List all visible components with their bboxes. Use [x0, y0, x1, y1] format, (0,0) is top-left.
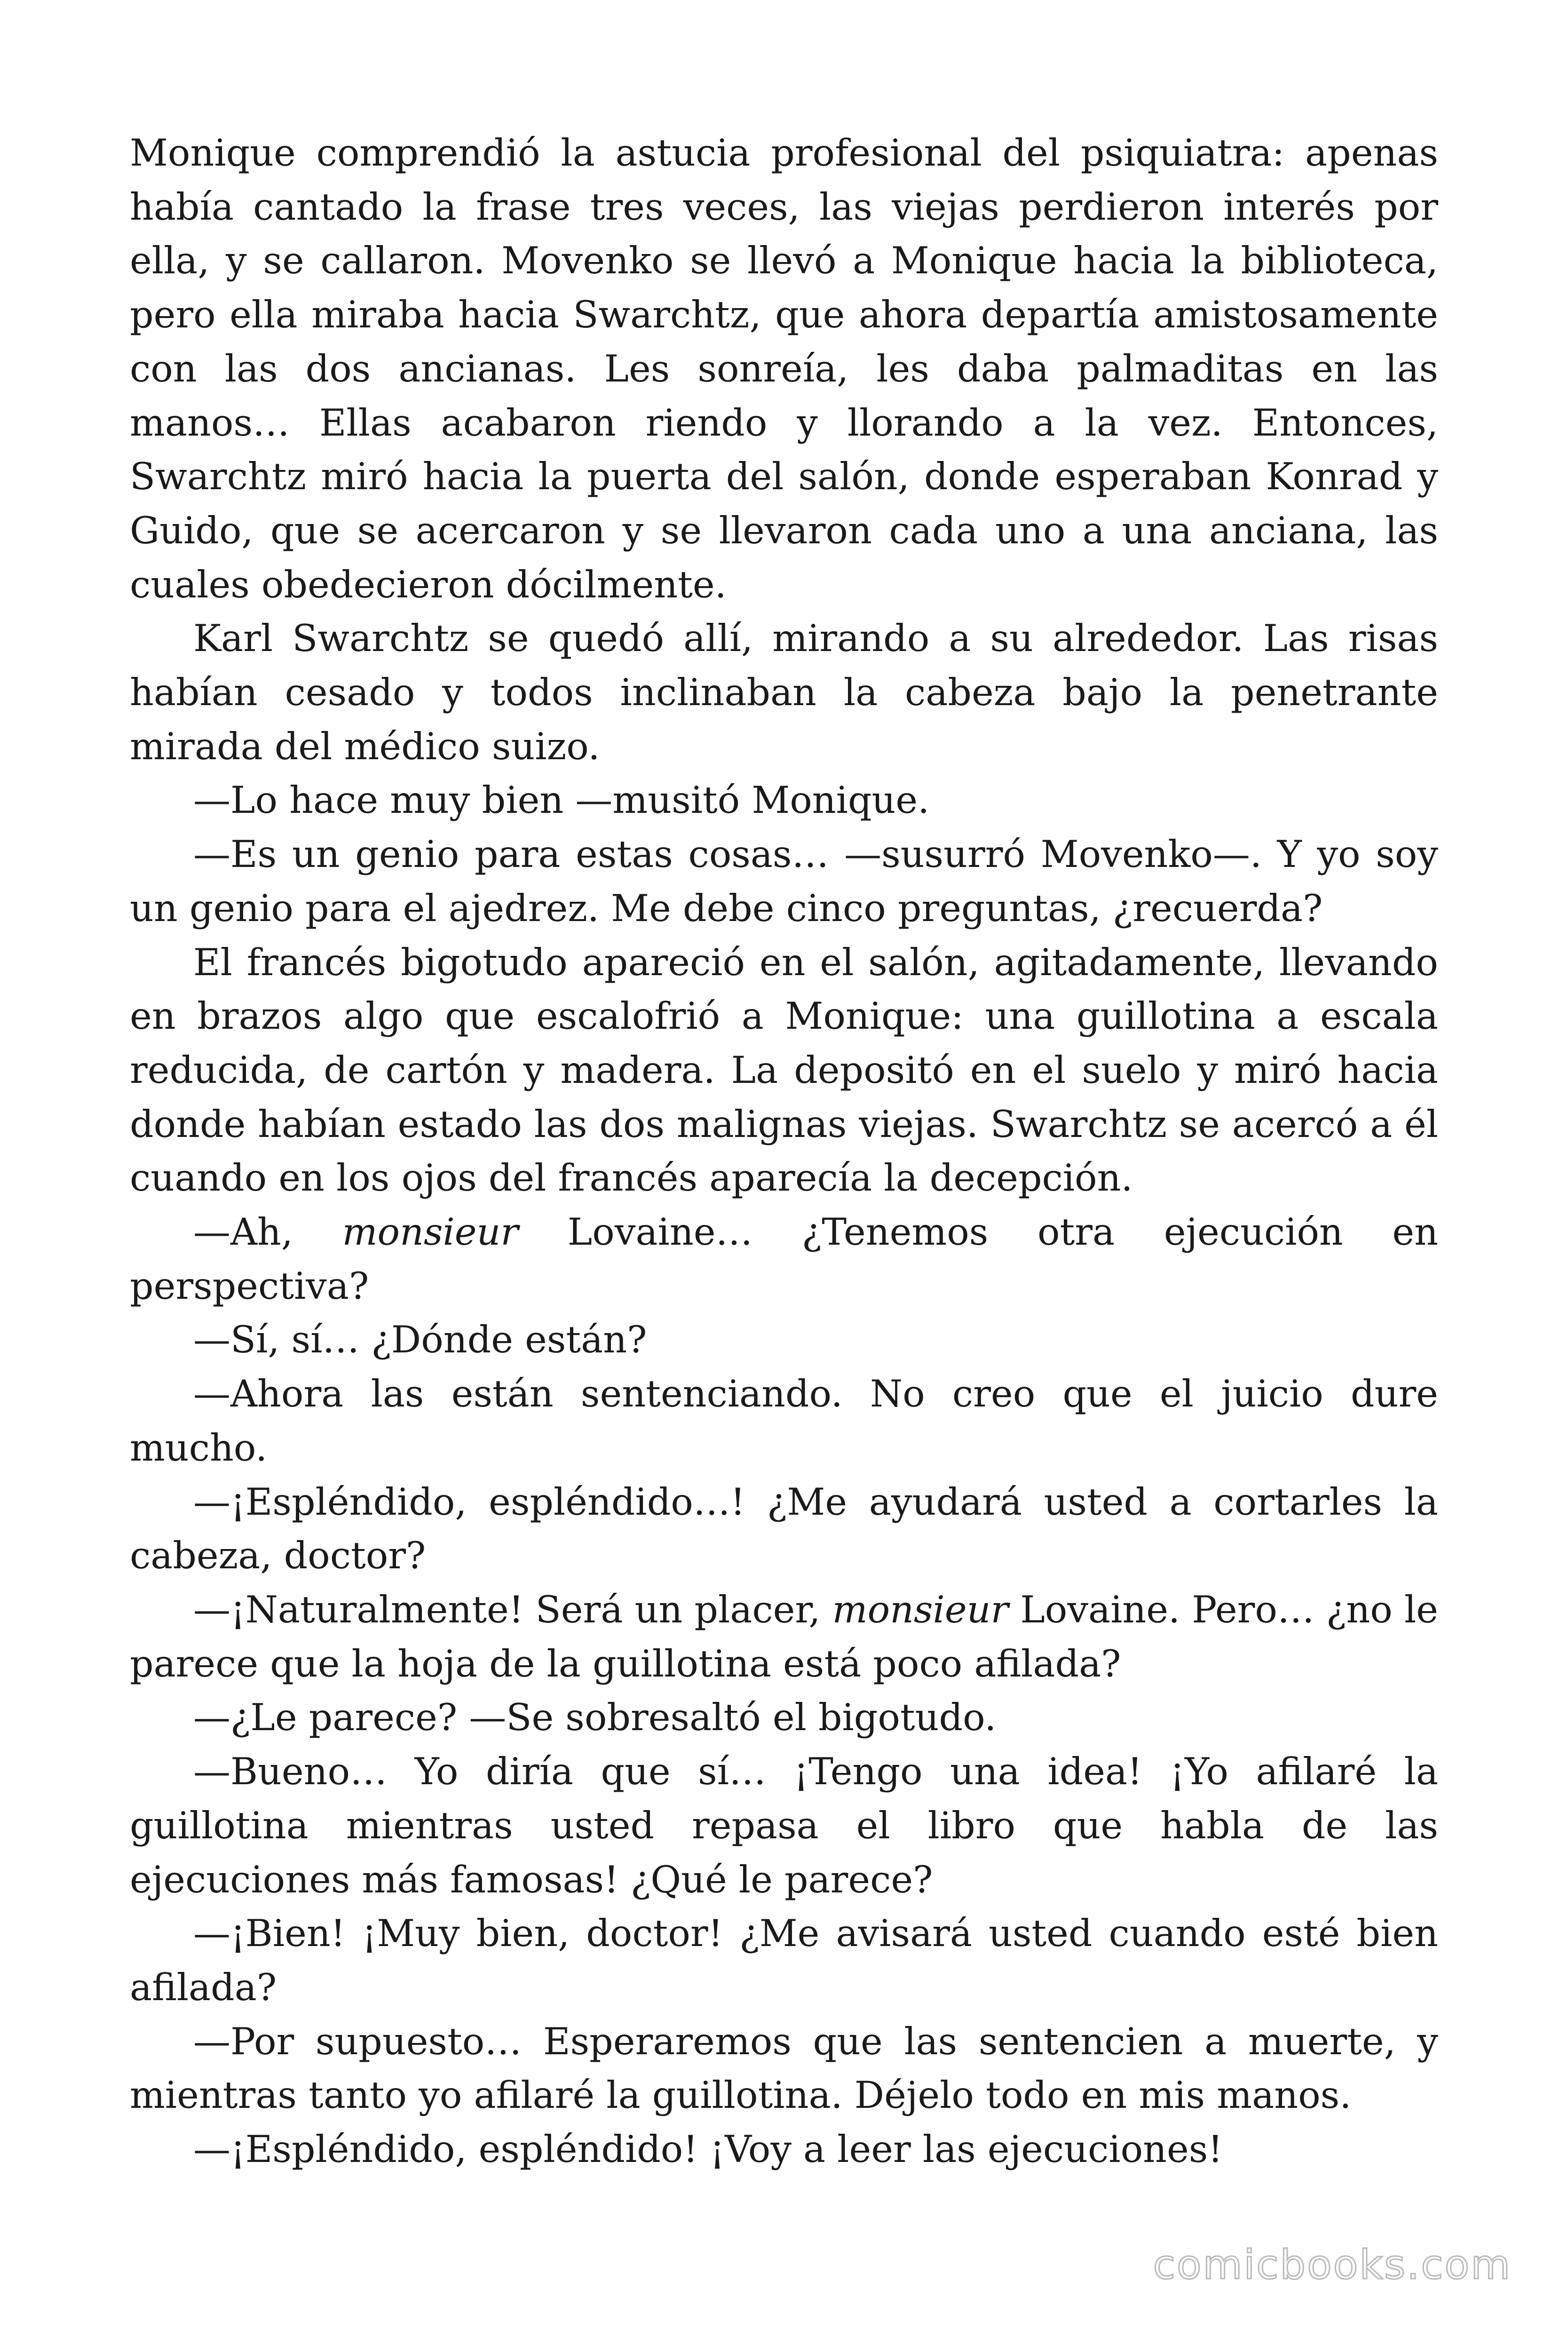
dialogue-line: —¿Le parece? —Se sobresaltó el bigotudo. [193, 1696, 997, 1740]
dialogue-line: —Bueno… Yo diría que sí… ¡Tengo una idea! ¡Yo afilaré la guillotina mientras usted repasa el libro que habla de las ejecuciones más famosas! ¿Qué le parece? [130, 1750, 1438, 1901]
dialogue-line [130, 1583, 1438, 1691]
page-body-text [130, 126, 1438, 2177]
dialogue-line: —Es un genio para estas cosas… —susurró Movenko—. Y yo soy un genio para el ajedrez. Me debe cinco preguntas, ¿recuerda? [130, 833, 1438, 930]
paragraph: El francés bigotudo apareció en el salón, agitadamente, llevando en brazos algo que escalofrió a Monique: una guillotina a escala reducida, de cartón y madera. La depositó en el suelo y miró hacia donde habían estado las dos malignas viejas. Swarchtz se acercó a él cuando en los ojos del francés aparecía la decepción. [130, 940, 1438, 1200]
dialogue-line: —Ahora las están sentenciando. No creo que el juicio dure mucho. [130, 1372, 1438, 1470]
dialogue-segment: —Ah, [193, 1210, 342, 1254]
dialogue-line: —Por supuesto… Esperaremos que las sentencien a muerte, y mientras tanto yo afilaré la guillotina. Déjelo todo en mis manos. [130, 2019, 1438, 2117]
dialogue-line: —¡Espléndido, espléndido…! ¿Me ayudará usted a cortarles la cabeza, doctor? [130, 1480, 1438, 1578]
dialogue-segment: —¡Naturalmente! Será un placer, [193, 1588, 832, 1631]
italic-word: monsieur [342, 1210, 519, 1254]
dialogue-line: —Sí, sí… ¿Dónde están? [193, 1318, 647, 1362]
italic-word: monsieur [832, 1588, 1009, 1631]
dialogue-segment: Lovaine. Pero… ¿no le parece que la hoja de la guillotina está poco afilada? [130, 1588, 1438, 1685]
dialogue-segment: Lovaine… ¿Tenemos otra ejecución en perspectiva? [130, 1210, 1438, 1308]
dialogue-line: —¡Espléndido, espléndido! ¡Voy a leer las ejecuciones! [193, 2128, 1223, 2171]
dialogue-line: —¡Bien! ¡Muy bien, doctor! ¿Me avisará usted cuando esté bien afilada? [130, 1912, 1438, 2009]
watermark: comicbooks.com [1153, 2241, 1512, 2288]
dialogue-line: —Lo hace muy bien —musitó Monique. [193, 779, 930, 822]
dialogue-line [130, 1205, 1438, 1313]
paragraph: Karl Swarchtz se quedó allí, mirando a su alrededor. Las risas habían cesado y todos inclinaban la cabeza bajo la penetrante mirada del médico suizo. [130, 617, 1438, 768]
paragraph: Monique comprendió la astucia profesional del psiquiatra: apenas había cantado la frase tres veces, las viejas perdieron interés por ella, y se callaron. Movenko se llevó a Monique hacia la biblioteca, pero ella miraba hacia Swarchtz, que ahora departía amistosamente con las dos ancianas. Les sonreía, les daba palmaditas en las manos… Ellas acabaron riendo y llorando a la vez. Entonces, Swarchtz miró hacia la puerta del salón, donde esperaban Konrad y Guido, que se acercaron y se llevaron cada uno a una anciana, las cuales obedecieron dócilmente. [130, 131, 1438, 606]
